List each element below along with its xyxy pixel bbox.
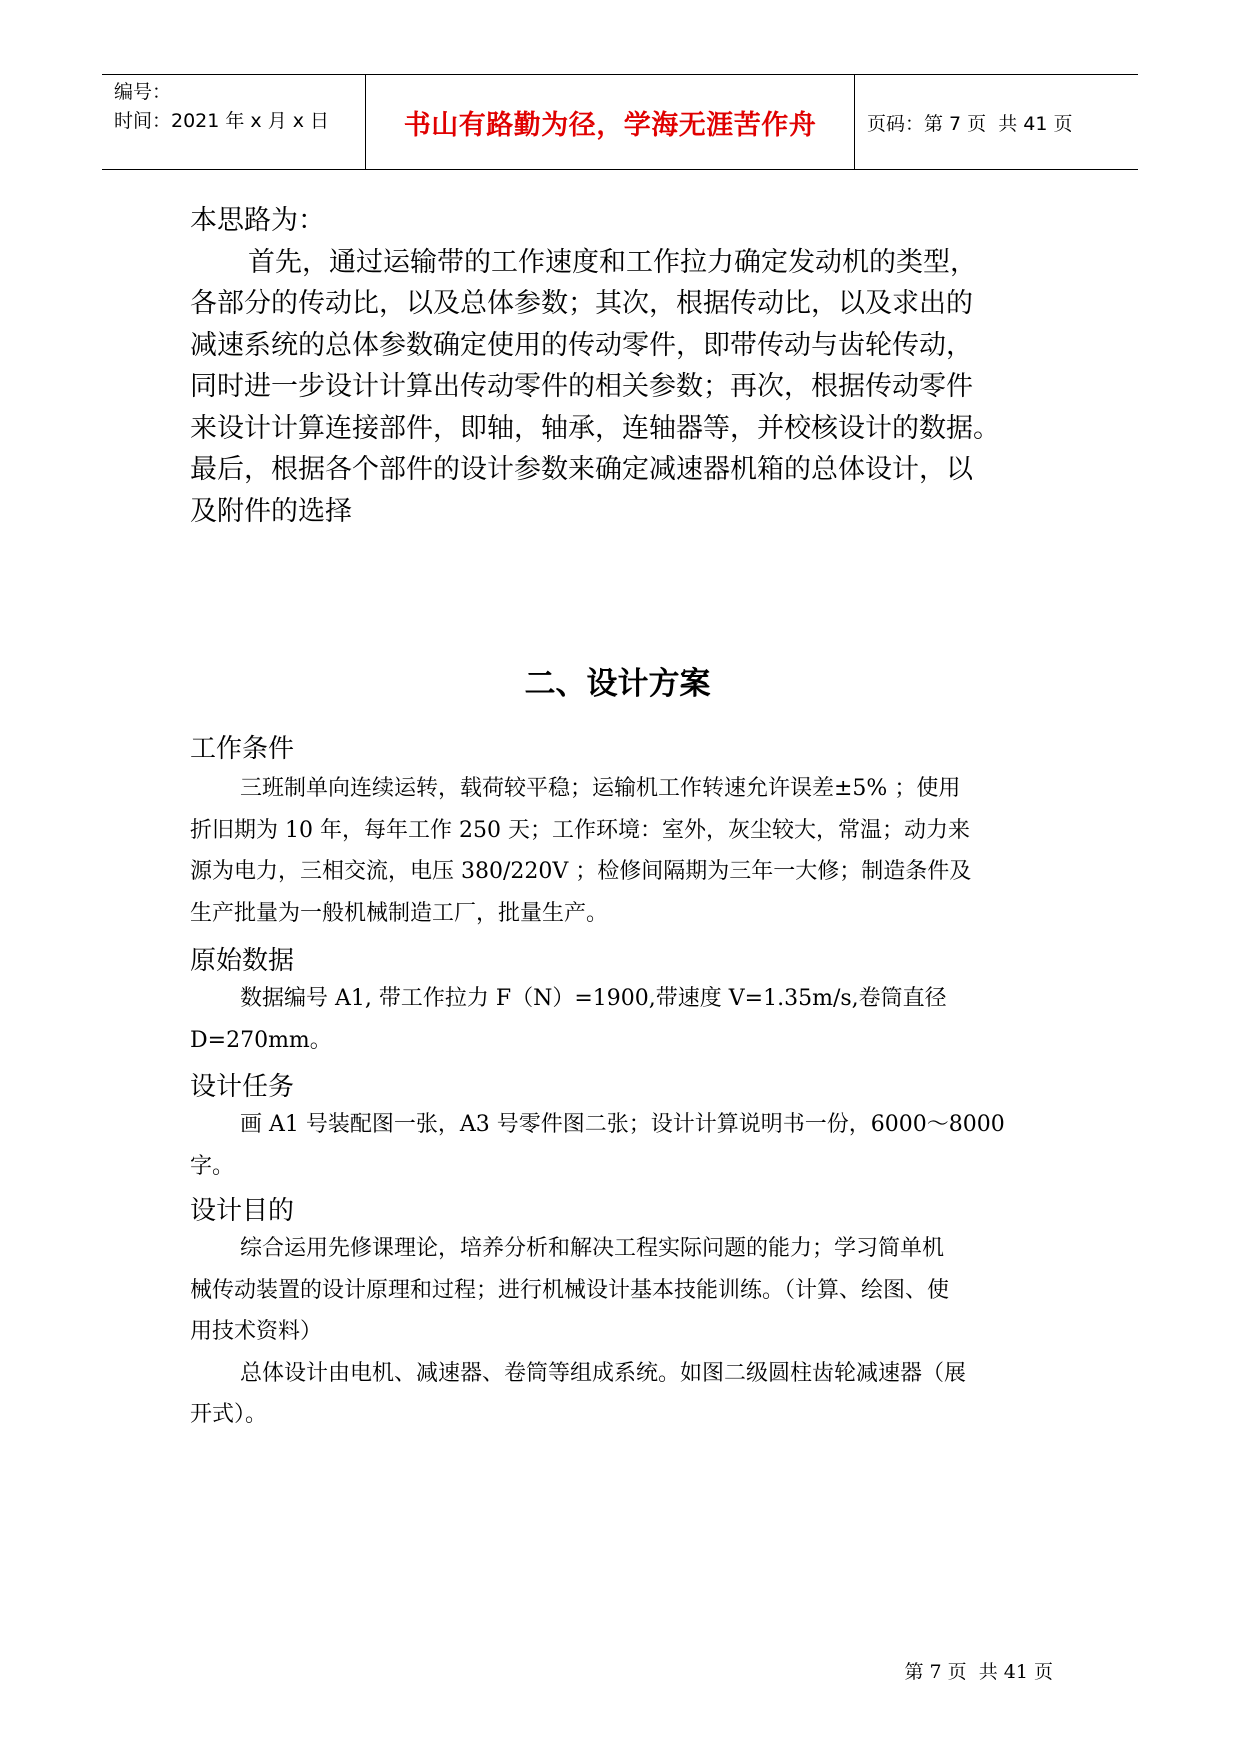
body-line: 三班制单向连续运转，载荷较平稳；运输机工作转速允许误差±5% ；使用: [240, 776, 961, 801]
intro-line: 首先，通过运输带的工作速度和工作拉力确定发动机的类型，: [248, 246, 977, 278]
intro-line: 同时进一步设计计算出传动零件的相关参数；再次，根据传动零件: [190, 371, 973, 402]
body-line: 折旧期为 10 年，每年工作 250 天；工作环境：室外，灰尘较大，常温；动力来: [190, 817, 970, 843]
intro-line: 减速系统的总体参数确定使用的传动零件，即带传动与齿轮传动，: [190, 329, 973, 361]
intro-line: 及附件的选择: [190, 495, 352, 527]
header-page-info: [855, 75, 1138, 169]
design-purpose-body: [190, 1228, 1052, 1436]
intro-line: 最后，根据各个部件的设计参数来确定减速器机箱的总体设计，以: [190, 454, 973, 485]
body-line: 用技术资料）: [190, 1319, 323, 1344]
header-motto: 书山有路勤为径，学海无涯苦作舟: [366, 75, 855, 169]
design-task-body: [190, 1104, 1052, 1187]
body-line: 开式）。: [190, 1402, 268, 1427]
intro-line: 各部分的传动比，以及总体参数；其次，根据传动比，以及求出的: [190, 288, 973, 319]
body-line: 生产批量为一般机械制造工厂，批量生产。: [190, 900, 609, 926]
work-conditions-heading: 工作条件: [190, 734, 295, 764]
body-line: 画 A1 号装配图一张，A3 号零件图二张；设计计算说明书一份，6000～8000: [240, 1112, 1005, 1137]
header-meta: [102, 75, 366, 169]
raw-data-body: [190, 978, 1052, 1061]
body-line: 源为电力，三相交流，电压 380/220V ；检修间隔期为三年一大修；制造条件及: [190, 859, 972, 884]
number-label: 编号：: [114, 81, 172, 103]
raw-data-heading: 原始数据: [190, 946, 295, 976]
intro-lead: 本思路为：: [190, 205, 325, 236]
page-info-text: 页码：第 7 页 共 41 页: [867, 112, 1073, 135]
intro-paragraph: [190, 200, 1052, 532]
work-conditions-body: [190, 768, 1052, 934]
page-footer: 第 7 页 共 41 页: [904, 1661, 1053, 1683]
section-title: 二、设计方案: [524, 666, 711, 702]
time-label: 时间：2021 年 x 月 x 日: [114, 110, 330, 132]
body-line: 械传动装置的设计原理和过程；进行机械设计基本技能训练。（计算、绘图、使: [190, 1277, 950, 1303]
body-line: 字。: [190, 1153, 235, 1179]
body-line: 总体设计由电机、减速器、卷筒等组成系统。如图二级圆柱齿轮减速器（展: [240, 1360, 967, 1386]
intro-line: 来设计计算连接部件，即轴，轴承，连轴器等，并校核设计的数据。: [190, 412, 1000, 444]
page-header: [102, 74, 1138, 170]
design-task-heading: 设计任务: [190, 1072, 295, 1102]
body-line: D=270mm。: [190, 1027, 332, 1053]
design-purpose-heading: 设计目的: [190, 1196, 295, 1226]
body-line: 数据编号 A1, 带工作拉力 F（N）=1900,带速度 V=1.35m/s,卷筒直径: [240, 986, 947, 1011]
body-line: 综合运用先修课理论，培养分析和解决工程实际问题的能力；学习简单机: [240, 1236, 945, 1261]
